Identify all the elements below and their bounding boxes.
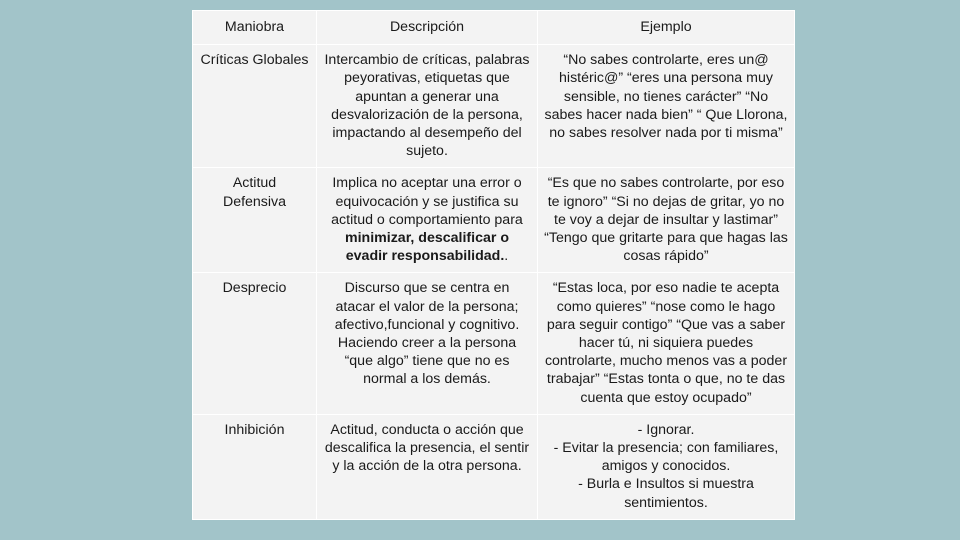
table-row xyxy=(193,168,795,273)
header-descripcion: Descripción xyxy=(317,11,538,45)
cell-descripcion xyxy=(317,168,538,273)
cell-descripcion: Discurso que se centra en atacar el valor de la persona; afectivo,funcional y cognitivo. Haciendo creer a la persona “que algo” tiene que no es normal a los demás. xyxy=(317,273,538,414)
descripcion-text: Implica no aceptar una error o equivocación y se justifica su actitud o comportamiento para xyxy=(331,175,523,228)
cell-ejemplo xyxy=(538,414,795,519)
list-item: - Ignorar. xyxy=(637,421,695,438)
descripcion-tail: . xyxy=(504,248,509,265)
cell-ejemplo: “No sabes controlarte, eres un@ histéric@” “eres una persona muy sensible, no tienes carácter” “No sabes hacer nada bien” “ Que Llorona, no sabes resolver nada por ti misma” xyxy=(538,45,795,168)
cell-descripcion: Intercambio de críticas, palabras peyorativas, etiquetas que apuntan a generar una desvalorización de la persona, impactando al desempeño del sujeto. xyxy=(317,45,538,168)
header-maniobra: Maniobra xyxy=(193,11,317,45)
cell-maniobra: Inhibición xyxy=(193,414,317,519)
descripcion-bold-text: minimizar, descalificar o evadir responsabilidad. xyxy=(344,230,509,265)
header-ejemplo: Ejemplo xyxy=(538,11,795,45)
header-row xyxy=(193,11,795,45)
cell-ejemplo: “Es que no sabes controlarte, por eso te ignoro” “Si no dejas de gritar, yo no te voy a dejar de insultar y lastimar” “Tengo que gritarte para que hagas las cosas rápido” xyxy=(538,168,795,273)
table-row xyxy=(193,45,795,168)
cell-maniobra: Desprecio xyxy=(193,273,317,414)
maniobras-table xyxy=(192,10,795,520)
cell-ejemplo: “Estas loca, por eso nadie te acepta como quieres” “nose como le hago para seguir contigo” “Que vas a saber hacer tú, ni siquiera puedes controlarte, mucho menos vas a poder trabajar” “Estas tonta o que, no te das cuenta que estoy ocupado” xyxy=(538,273,795,414)
table-row xyxy=(193,273,795,414)
cell-descripcion: Actitud, conducta o acción que descalifica la presencia, el sentir y la acción de la otra persona. xyxy=(317,414,538,519)
cell-maniobra: Críticas Globales xyxy=(193,45,317,168)
list-item: - Evitar la presencia; con familiares, amigos y conocidos. xyxy=(553,440,779,475)
cell-maniobra: Actitud Defensiva xyxy=(193,168,317,273)
list-item: - Burla e Insultos si muestra sentimientos. xyxy=(578,476,754,511)
table-row xyxy=(193,414,795,519)
